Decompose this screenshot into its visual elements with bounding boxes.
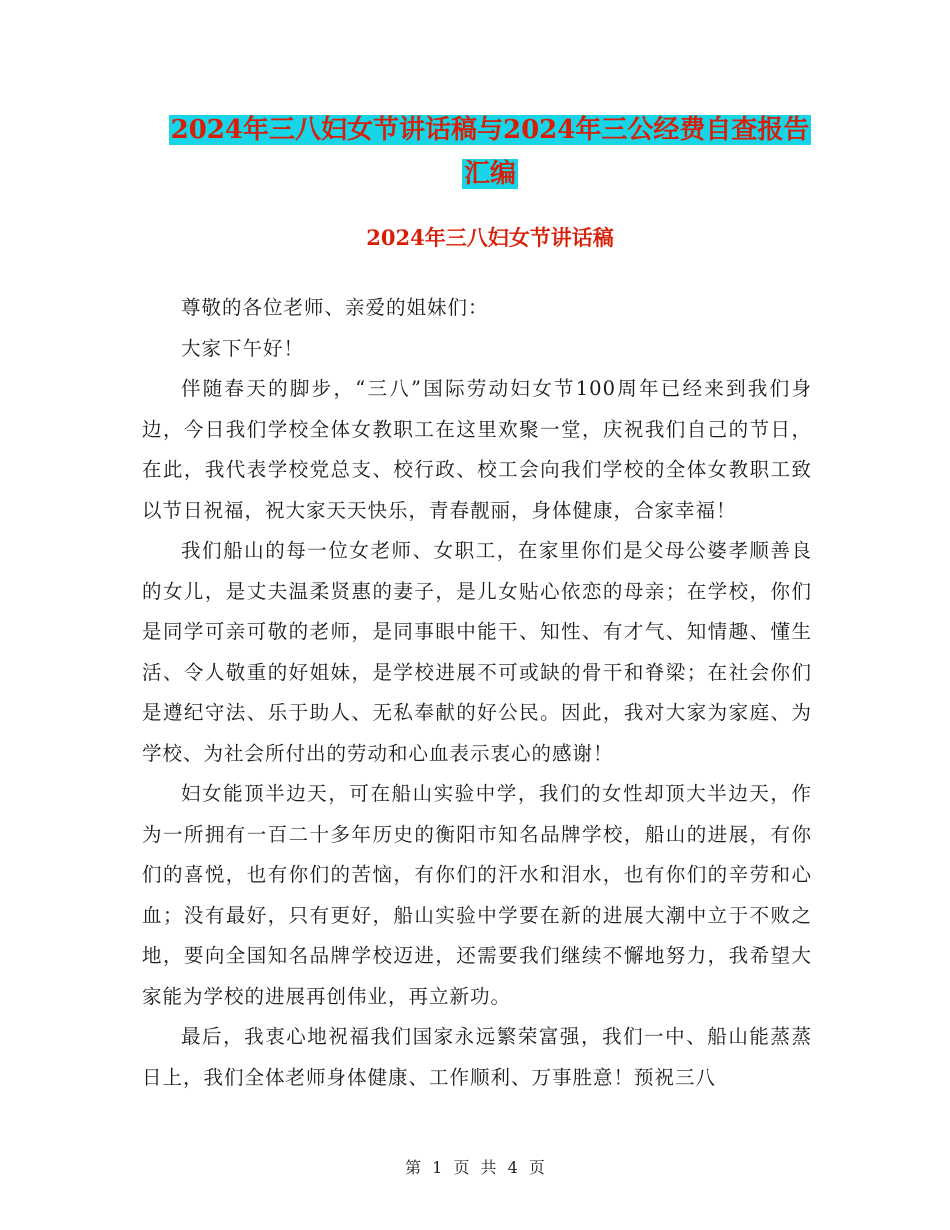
section-title: 2024年三八妇女节讲话稿	[366, 225, 614, 250]
paragraph-salutation: 尊敬的各位老师、亲爱的姐妹们：	[181, 296, 489, 319]
page-footer: 第 1 页 共 4 页	[405, 1158, 545, 1177]
document-title	[140, 108, 840, 196]
paragraph-greeting: 大家下午好！	[181, 336, 305, 360]
paragraph: 伴随春天的脚步，“三八”国际劳动妇女节100周年已经来到我们身边，今日我们学校全体女教职工在这里欢聚一堂，庆祝我们自己的节日，在此，我代表学校党总支、校行政、校工会向我们学校的全体女教职工致以节日祝福，祝大家天天快乐，青春靓丽，身体健康，合家幸福！	[142, 377, 812, 522]
paragraph: 妇女能顶半边天，可在船山实验中学，我们的女性却顶大半边天，作为一所拥有一百二十多年历史的衡阳市知名品牌学校，船山的进展，有你们的喜悦，也有你们的苦恼，有你们的汗水和泪水，也有你们的辛劳和心血；没有最好，只有更好，船山实验中学要在新的进展大潮中立于不败之地，要向全国知名品牌学校迈进，还需要我们继续不懈地努力，我希望大家能为学校的进展再创伟业，再立新功。	[142, 782, 812, 1008]
document-title-line1: 2024年三八妇女节讲话稿与2024年三公经费自查报告	[170, 115, 810, 145]
paragraph: 我们船山的每一位女老师、女职工，在家里你们是父母公婆孝顺善良的女儿，是丈夫温柔贤惠的妻子，是儿女贴心依恋的母亲；在学校，你们是同学可亲可敬的老师，是同事眼中能干、知性、有才气、知情趣、懂生活、令人敬重的好姐妹，是学校进展不可或缺的骨干和脊梁；在社会你们是遵纪守法、乐于助人、无私奉献的好公民。因此，我对大家为家庭、为学校、为社会所付出的劳动和心血表示衷心的感谢！	[142, 539, 812, 765]
document-body	[142, 288, 812, 1098]
paragraph: 最后，我衷心地祝福我们国家永远繁荣富强，我们一中、船山能蒸蒸日上，我们全体老师身体健康、工作顺利、万事胜意！预祝三八	[142, 1025, 812, 1089]
document-title-line2: 汇编	[463, 159, 516, 189]
